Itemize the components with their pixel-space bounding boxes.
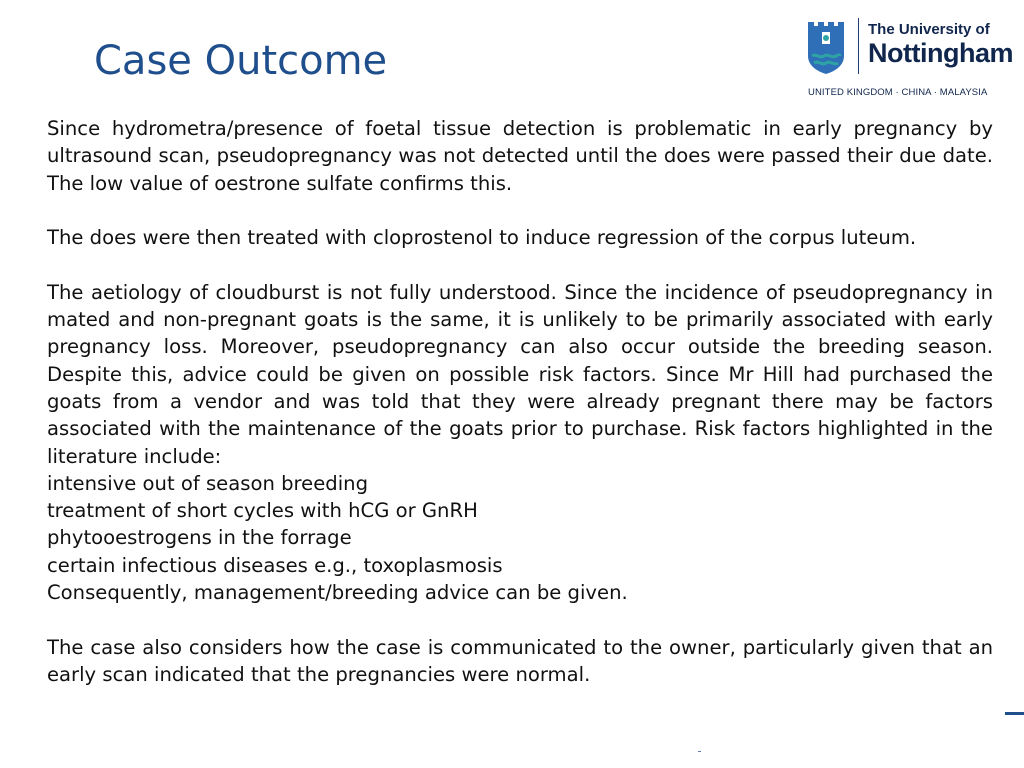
logo-divider: [858, 18, 859, 74]
risk-factor-item: phytooestrogens in the forrage: [47, 526, 352, 550]
paragraph-treatment: The does were then treated with cloprostenol to induce regression of the corpus luteum.: [47, 226, 917, 250]
logo-campuses: UNITED KINGDOM · CHINA · MALAYSIA: [808, 87, 988, 98]
university-crest-icon: [806, 18, 846, 74]
aetiology-text: The aetiology of cloudburst is not fully understood. Since the incidence of pseudopregnancy in mated and non-pregnant goats is the same, it is unlikely to be primarily associated with early pregnancy loss. Moreover, pseudopregnancy can also occur outside the breeding season. Despite this, advice could be given on possible risk factors. Since Mr Hill had purchased the goats from a vendor and was told that they were already pregnant there may be factors associated with the maintenance of the goats prior to purchase. Risk factors highlighted in the literature include:: [47, 280, 993, 468]
paragraph-aetiology: [47, 279, 993, 607]
advice-line: Consequently, management/breeding advice can be given.: [47, 581, 628, 605]
risk-factor-item: treatment of short cycles with hCG or GnRH: [47, 499, 478, 523]
paragraph-communication: The case also considers how the case is communicated to the owner, particularly given that an early scan indicated that the pregnancies were normal.: [47, 635, 993, 686]
logo-university-of: The University of: [868, 21, 990, 38]
paragraph-detection: Since hydrometra/presence of foetal tissue detection is problematic in early pregnancy by ultrasound scan, pseudopregnancy was not detected until the does were passed their due date. The low value of oestrone sulfate confirms this.: [47, 117, 993, 195]
slide-title: Case Outcome: [94, 38, 388, 84]
edge-accent-bar: [1005, 712, 1024, 715]
footer-mark: [698, 751, 701, 752]
logo-nottingham: Nottingham: [868, 38, 1013, 68]
slide-body: [47, 115, 993, 688]
university-logo: [806, 16, 1013, 100]
risk-factor-item: certain infectious diseases e.g., toxoplasmosis: [47, 553, 503, 577]
risk-factor-item: intensive out of season breeding: [47, 471, 369, 495]
